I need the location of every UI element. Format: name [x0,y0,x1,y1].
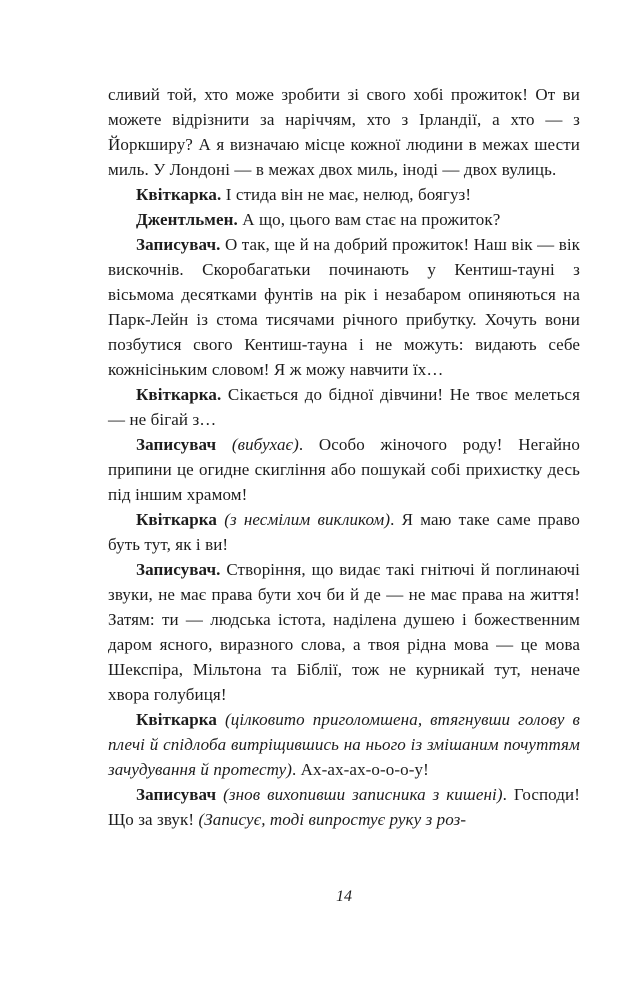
stage-direction: (цілковито приголомшена, втягнувши голову в плечі й спідлоба витріщившись на нього із змішаним почуттям зачудування й протесту) [108,710,580,779]
paragraph [108,707,580,782]
text-block [108,82,580,832]
dialogue-text: . Я маю таке саме право буть тут, як і ви! [108,510,580,554]
paragraph [108,232,580,382]
paragraph [108,382,580,432]
dialogue-text: О так, ще й на добрий прожиток! Наш вік — вік вискочнів. Скоробагатьки починають у Кентиш-тауні з вісьмома десятками фунтів на рік і незабаром опиняються на Парк-Лейн із стома тисячами річного прибутку. Хочуть вони позбутися свого Кентиш-тауна і не можуть: видають себе кожнісіньким словом! Я ж можу навчити їх… [108,235,580,379]
paragraph [108,182,580,207]
dialogue-text: Створіння, що видає такі гнітючі й поглинаючі звуки, не має права бути хоч би й де — не має права на життя! Затям: ти — людська істота, наділена душею і божественним даром ясного, виразного слова, а твоя рідна мова — це мова Шекспіра, Мільтона та Біблії, тож не курникай тут, неначе хвора голубиця! [108,560,580,704]
speaker-name: Квіткарка [136,510,218,529]
dialogue-text: Сікається до бідної дівчини! Не твоє мелеться — не бігай з… [108,385,580,429]
paragraph [108,557,580,707]
speaker-name: Записувач [136,785,217,804]
stage-direction: (вибухає) [216,435,299,454]
dialogue-text: . Ах-ах-ах-о-о-о-у! [291,760,429,779]
paragraph [108,82,580,182]
dialogue-text: . Особо жіночого роду! Негайно припини це огидне скигління або пошукай собі прихистку десь під іншим храмом! [108,435,580,504]
paragraph [108,207,580,232]
stage-direction: (з несмілим викликом) [217,510,391,529]
page-number: 14 [336,888,352,905]
speaker-name: Записувач. [136,235,221,254]
speaker-name: Квіткарка. [136,385,222,404]
paragraph [108,432,580,507]
speaker-name: Записувач [136,435,217,454]
dialogue-text: сливий той, хто може зробити зі свого хобі прожиток! От ви можете відрізнити за наріччям, хто з Ірландії, а хто — з Йоркширу? А я визначаю місце кожної людини в межах шести миль. У Лондоні — в межах двох миль, іноді — двох вулиць. [108,85,580,179]
speaker-name: Джентльмен. [136,210,238,229]
paragraph [108,782,580,832]
speaker-name: Квіткарка. [136,185,222,204]
stage-direction: (знов вихопивши записника з кишені) [216,785,503,804]
speaker-name: Квіткарка [136,710,218,729]
dialogue-text: І стида він не має, нелюд, боягуз! [221,185,472,204]
stage-direction: (Записує, тоді випростує руку з роз- [198,810,467,829]
dialogue-text: . Господи! Що за звук! [108,785,580,829]
speaker-name: Записувач. [136,560,221,579]
dialogue-text: А що, цього вам стає на прожиток? [237,210,501,229]
paragraph [108,507,580,557]
